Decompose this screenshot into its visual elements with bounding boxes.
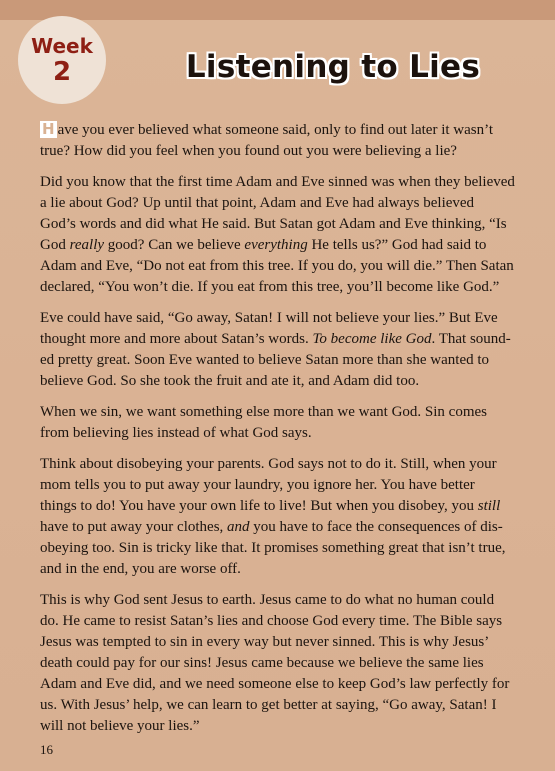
text-line: death could pay for our sins! Jesus came because we believe the same lies (40, 655, 484, 671)
text-line: mom tells you to put away your laundry, you ignore her. You have better (40, 477, 475, 493)
text-line: Jesus was tempted to sin in every way but never sinned. This is why Jesus’ (40, 634, 490, 650)
emphasis: and (227, 519, 250, 535)
week-label: Week (31, 34, 93, 58)
paragraph (40, 454, 530, 580)
paragraph (40, 402, 530, 444)
paragraph (40, 120, 530, 162)
emphasis: really (69, 237, 105, 253)
text-line: This is why God sent Jesus to earth. Jesus came to do what no human could (40, 592, 495, 608)
emphasis: still (477, 498, 501, 514)
paragraph (40, 172, 530, 298)
text-line: things to do! You have your own life to live! But when you disobey, you still (40, 498, 501, 514)
text-line: obeying too. Sin is tricky like that. It promises something great that isn’t true, (40, 540, 506, 556)
body-text (40, 120, 530, 747)
text-line: believe God. So she took the fruit and ate it, and Adam did too. (40, 373, 420, 389)
page-number: 16 (40, 742, 53, 757)
week-badge (18, 16, 106, 104)
text-line: will not believe your lies.” (40, 718, 200, 734)
text-line: Adam and Eve did, and we need someone else to keep God’s law perfectly for (40, 676, 510, 692)
text-line: do. He came to resist Satan’s lies and choose God every time. The Bible says (40, 613, 503, 629)
text-line: H ave you ever believed what someone said, only to find out later it wasn’t (42, 120, 494, 138)
paragraph (40, 308, 530, 392)
text-line: a lie about God? Up until that point, Adam and Eve had always believed (40, 195, 475, 211)
text-line: Did you know that the first time Adam and Eve sinned was when they believed (40, 174, 515, 190)
text-line: from believing lies instead of what God says. (40, 425, 312, 441)
emphasis: To become like God (312, 331, 432, 347)
text-line: declared, “You won’t die. If you eat from this tree, you’ll become like God.” (40, 279, 500, 295)
text-line: true? How did you feel when you found out you were believing a lie? (40, 143, 457, 159)
text-line: ed pretty great. Soon Eve wanted to believe Satan more than she wanted to (40, 352, 490, 368)
text-line: God really good? Can we believe everything He tells us?” God had said to (40, 237, 487, 253)
text-line: thought more and more about Satan’s words. To become like God. That sound- (40, 331, 511, 347)
text-line: Think about disobeying your parents. God says not to do it. Still, when your (40, 456, 497, 472)
drop-cap: H (42, 120, 55, 138)
top-band (0, 0, 555, 20)
text-line: Eve could have said, “Go away, Satan! I will not believe your lies.” But Eve (40, 310, 498, 326)
text-line: and in the end, you are worse off. (40, 561, 241, 577)
page-title: Listening to Lies (185, 49, 481, 85)
text-line: God’s words and did what He said. But Satan got Adam and Eve thinking, “Is (40, 216, 507, 232)
text-line: When we sin, we want something else more than we want God. Sin comes (40, 404, 487, 420)
text-line: have to put away your clothes, and you have to face the consequences of dis- (40, 519, 503, 535)
text-line: us. With Jesus’ help, we can learn to get better at saying, “Go away, Satan! I (40, 697, 497, 713)
emphasis: everything (244, 237, 308, 253)
paragraph (40, 590, 530, 737)
text-line: Adam and Eve, “Do not eat from this tree. If you do, you will die.” Then Satan (40, 258, 514, 274)
week-number: 2 (52, 57, 72, 87)
